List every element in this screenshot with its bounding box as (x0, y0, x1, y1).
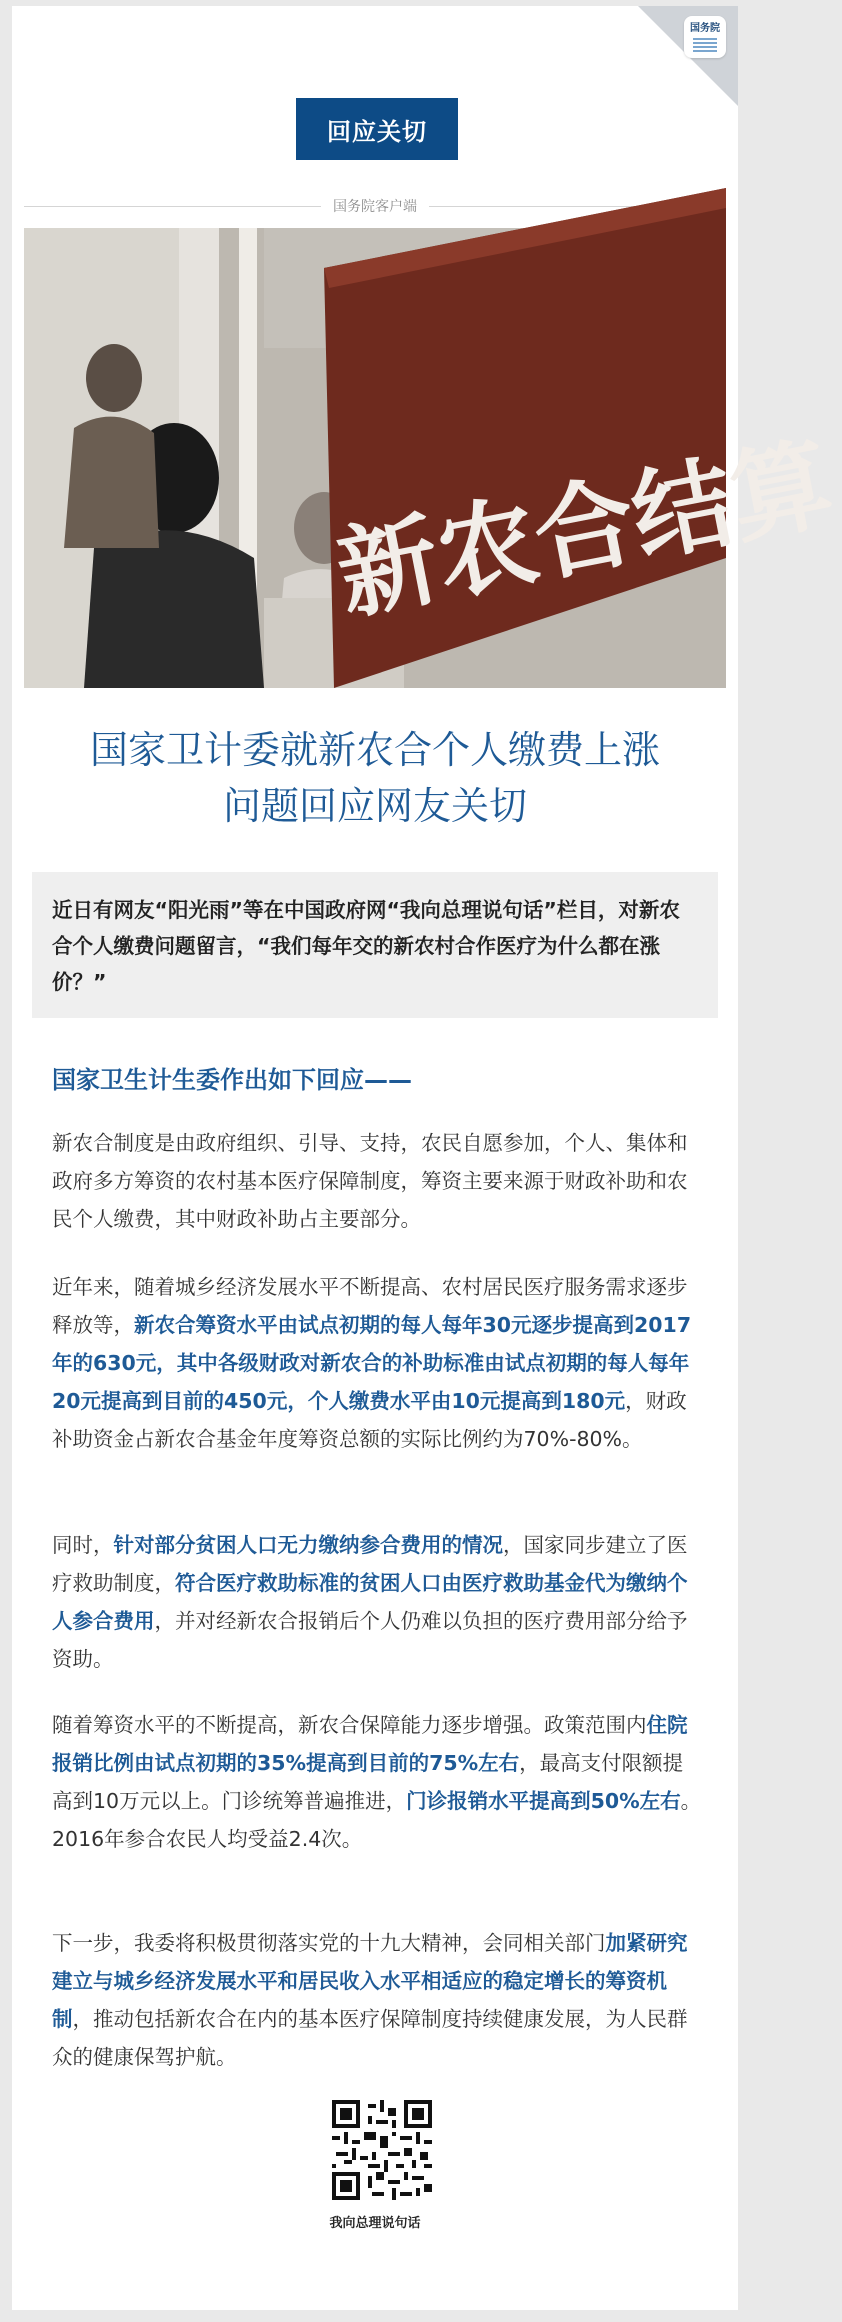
paragraph-3-text-mid: ，国家同步建立了医疗救助制度， (52, 1533, 688, 1595)
logo-label: 国务院 (690, 22, 720, 34)
paragraph-3-highlight-2: 符合医疗救助标准的贫困人口由医疗救助基金代为缴纳个人参合费用 (52, 1571, 688, 1633)
intro-quote-box (32, 872, 718, 1018)
source-label: 国务院客户端 (333, 199, 417, 215)
category-tag: 回应关切 (296, 98, 458, 160)
paragraph-4-text-end: 。2016年参合农民人均受益2.4次。 (52, 1789, 702, 1851)
paragraph-3 (52, 1526, 702, 1678)
paragraph-4-highlight-2: 门诊报销水平提高到50%左右 (406, 1789, 681, 1813)
hero-sign-text: 新农合结算 (328, 423, 842, 635)
article-page (12, 6, 842, 2310)
paragraph-5-text-end: ，推动包括新农合在内的基本医疗保障制度持续健康发展，为人民群众的健康保驾护航。 (52, 2007, 688, 2069)
headline-line-1: 国家卫计委就新农合个人缴费上涨 (89, 728, 660, 772)
paragraph-2-text: 近年来，随着城乡经济发展水平不断提高、农村居民医疗服务需求逐步释放等， (52, 1275, 688, 1337)
headline-line-2: 问题回应网友关切 (222, 784, 527, 828)
state-council-logo (684, 16, 726, 58)
article-headline (32, 722, 718, 834)
paragraph-1-text: 新农合制度是由政府组织、引导、支持，农民自愿参加，个人、集体和政府多方筹资的农村基本医疗保障制度，筹资主要来源于财政补助和农民个人缴费，其中财政补助占主要部分。 (52, 1131, 688, 1231)
paragraph-5-text: 下一步，我委将积极贯彻落实党的十九大精神，会同相关部门 (52, 1931, 606, 1955)
intro-quote-text: 近日有网友“阳光雨”等在中国政府网“我向总理说句话”栏目，对新农合个人缴费问题留言，“我们每年交的新农村合作医疗为什么都在涨价？” (52, 898, 680, 994)
paragraph-2-highlight: 新农合筹资水平由试点初期的每人每年30元逐步提高到2017年的630元，其中各级财政对新农合的补助标准由试点初期的每人每年20元提高到目前的450元，个人缴费水平由10元提高到180元 (52, 1313, 692, 1413)
paragraph-5 (52, 1924, 702, 2076)
section-title: 国家卫生计生委作出如下回应—— (52, 1066, 412, 1094)
paragraph-2-text-end: ，财政补助资金占新农合基金年度筹资总额的实际比例约为70%-80%。 (52, 1389, 687, 1451)
paragraph-2 (52, 1268, 702, 1458)
qr-label: 我向总理说句话 (329, 2216, 421, 2231)
paragraph-4-text: 随着筹资水平的不断提高，新农合保障能力逐步增强。政策范围内 (52, 1713, 647, 1737)
logo-icon (693, 38, 717, 52)
paragraph-3-text-end: ，并对经新农合报销后个人仍难以负担的医疗费用部分给予资助。 (52, 1609, 688, 1671)
paragraph-4 (52, 1706, 702, 1858)
paragraph-4-text-mid: ，最高支付限额提高到10万元以上。门诊统筹普遍推进， (52, 1751, 684, 1813)
paragraph-1 (52, 1124, 702, 1238)
qr-code (332, 2100, 432, 2200)
hero-photo (24, 228, 842, 688)
paragraph-3-highlight-1: 针对部分贫困人口无力缴纳参合费用的情况 (113, 1533, 503, 1557)
paragraph-4-highlight-1: 住院报销比例由试点初期的35%提高到目前的75%左右 (52, 1713, 688, 1775)
paragraph-5-highlight: 加紧研究建立与城乡经济发展水平和居民收入水平相适应的稳定增长的筹资机制 (52, 1931, 688, 2031)
paragraph-3-text: 同时， (52, 1533, 114, 1557)
